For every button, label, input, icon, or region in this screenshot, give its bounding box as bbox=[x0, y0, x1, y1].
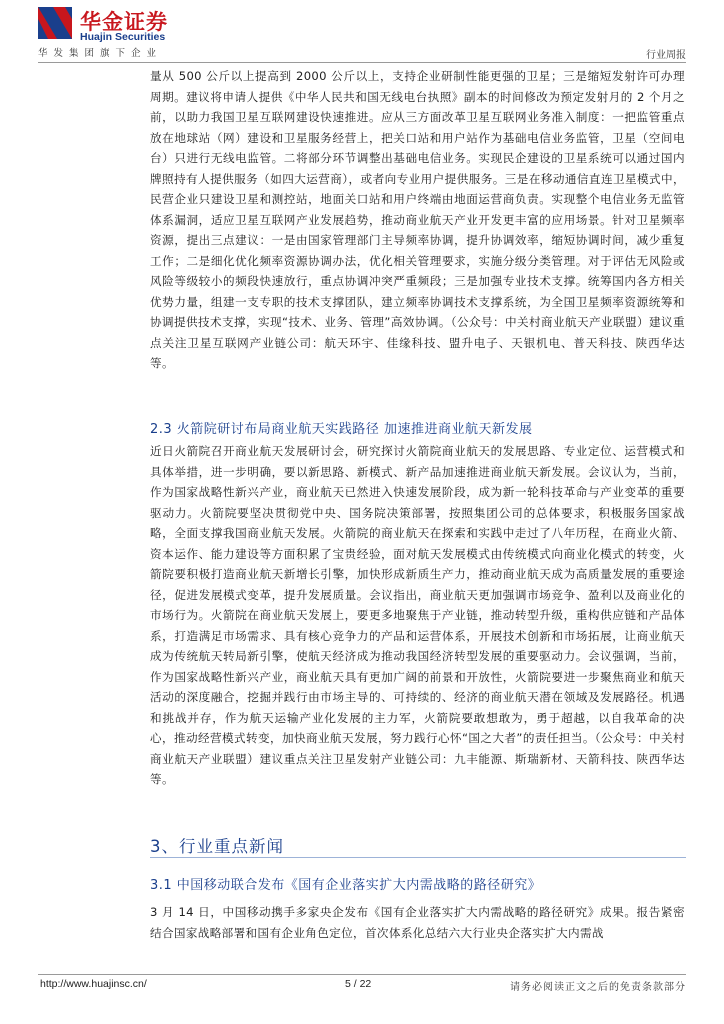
huajin-logo-icon bbox=[38, 7, 72, 39]
company-slogan: 华发集团旗下企业 bbox=[38, 48, 163, 59]
footer-disclaimer: 请务必阅读正文之后的免责条款部分 bbox=[510, 982, 686, 993]
section-heading-2-3: 2.3 火箭院研讨布局商业航天实践路径 加速推进商业航天新发展 bbox=[150, 422, 533, 437]
page-number: 5 / 22 bbox=[345, 978, 372, 990]
section-heading-underline bbox=[150, 857, 686, 858]
header-divider bbox=[38, 62, 686, 63]
paragraph-china-mobile: 3 月 14 日，中国移动携手多家央企发布《国有企业落实扩大内需战略的路径研究》成果。报告紧密结合国家战略部署和国有企业角色定位，首次体系化总结六大行业央企落实扩大内需战 bbox=[150, 905, 685, 940]
logo-english-name: Huajin Securities bbox=[80, 31, 166, 43]
section-heading-3-1: 3.1 中国移动联合发布《国有企业落实扩大内需战略的路径研究》 bbox=[150, 878, 542, 893]
report-type-label: 行业周报 bbox=[646, 50, 686, 61]
footer-website-link[interactable]: http://www.huajinsc.cn/ bbox=[40, 978, 147, 990]
paragraph-rocket-institute: 近日火箭院召开商业航天发展研讨会，研究探讨火箭院商业航天的发展思路、专业定位、运营模式和具体举措，进一步明确，要以新思路、新模式、新产品加速推进商业航天新发展。会议认为，当前，作为国家战略性新兴产业，商业航天已然进入快速发展阶段，成为新一轮科技革命与产业变革的重要驱动力。火箭院要坚决贯彻党中央、国务院决策部署，按照集团公司的总体要求，积极服务国家战略，全面支撑我国商业航天发展。火箭院的商业航天在探索和实践中走过了八年历程，在商业火箭、资本运作、能力建设等方面积累了宝贵经验，面对航天发展模式由传统模式向商业化模式的转变，火箭院要积极打造商业航天新增长引擎，加快形成新质生产力，推动商业航天成为高质量发展的重要途径，促进发展模式变革，提升发展质量。会议指出，商业航天更加强调市场竞争、盈利以及商业化的市场行为。火箭院在商业航天发展上，要更多地聚焦于产业链，推动转型升级，重构供应链和产品体系，打造满足市场需求、具有核心竞争力的产品和运营体系，开展技术创新和市场拓展，让商业航天成为传统航天转局新引擎，使航天经济成为推动我国经济转型发展的重要驱动力。会议强调，当前，作为国家战略性新兴产业，商业航天具有更加广阔的前景和开放性，火箭院要进一步聚焦商业和航天活动的深度融合，挖掘并践行由市场主导的、可持续的、经济的商业航天潜在领域及发展路径。机遇和挑战并存，作为航天运输产业化发展的主力军，火箭院要敢想敢为，勇于超越，以自我革命的决心，推动经营模式转变，加快商业航天发展，努力践行心怀“国之大者”的责任担当。（公众号：中关村商业航天产业联盟）建议重点关注卫星发射产业链公司：九丰能源、斯瑞新材、天箭科技、陕西华达等。 bbox=[150, 444, 685, 786]
footer-divider bbox=[38, 974, 686, 975]
section-heading-3: 3、行业重点新闻 bbox=[150, 837, 284, 856]
logo-chinese-name: 华金证券 bbox=[80, 10, 168, 34]
paragraph-satellite-reform: 量从 500 公斤以上提高到 2000 公斤以上，支持企业研制性能更强的卫星；三是缩短发射许可办理周期。建议将申请人提供《中华人民共和国无线电台执照》副本的时间修改为预定发射月的 2 个月之前，以助力我国卫星互联网建设快速推进。应从三方面改革卫星互联网业务准入制度：一把监管重点放在地球站（网）建设和卫星服务经营上，把关口站和用户站作为基础电信业务监管，卫星（空间电台）只进行无线电监管。二将部分环节调整出基础电信业务。实现民企建设的卫星系统可以通过国内牌照持有人提供服务（如四大运营商），或者向专业用户提供服务。三是在移动通信直连卫星模式中，民营企业只建设卫星和测控站，地面关口站和用户终端由地面运营商负责。实现整个电信业务无监管体系漏洞，适应卫星互联网产业发展趋势，推动商业航天产业开发更丰富的应用场景。针对卫星频率资源，提出三点建议：一是由国家管理部门主导频率协调，提升协调效率，缩短协调时间，减少重复工作；二是细化优化频率资源协调办法，优化相关管理要求，实施分级分类管理。对于评估无风险或风险等级较小的频段快速放行，重点协调冲突严重频段；三是加强专业技术支撑。统筹国内各方相关优势力量，组建一支专职的技术支撑团队，建立频率协调技术支撑系统，为全国卫星频率资源统筹和协调提供技术支撑，实现“技术、业务、管理”高效协调。（公众号：中关村商业航天产业联盟）建议重点关注卫星互联网产业链公司：航天环宇、佳缘科技、盟升电子、天银机电、普天科技、陕西华达等。 bbox=[150, 69, 685, 370]
page-header bbox=[0, 0, 724, 64]
